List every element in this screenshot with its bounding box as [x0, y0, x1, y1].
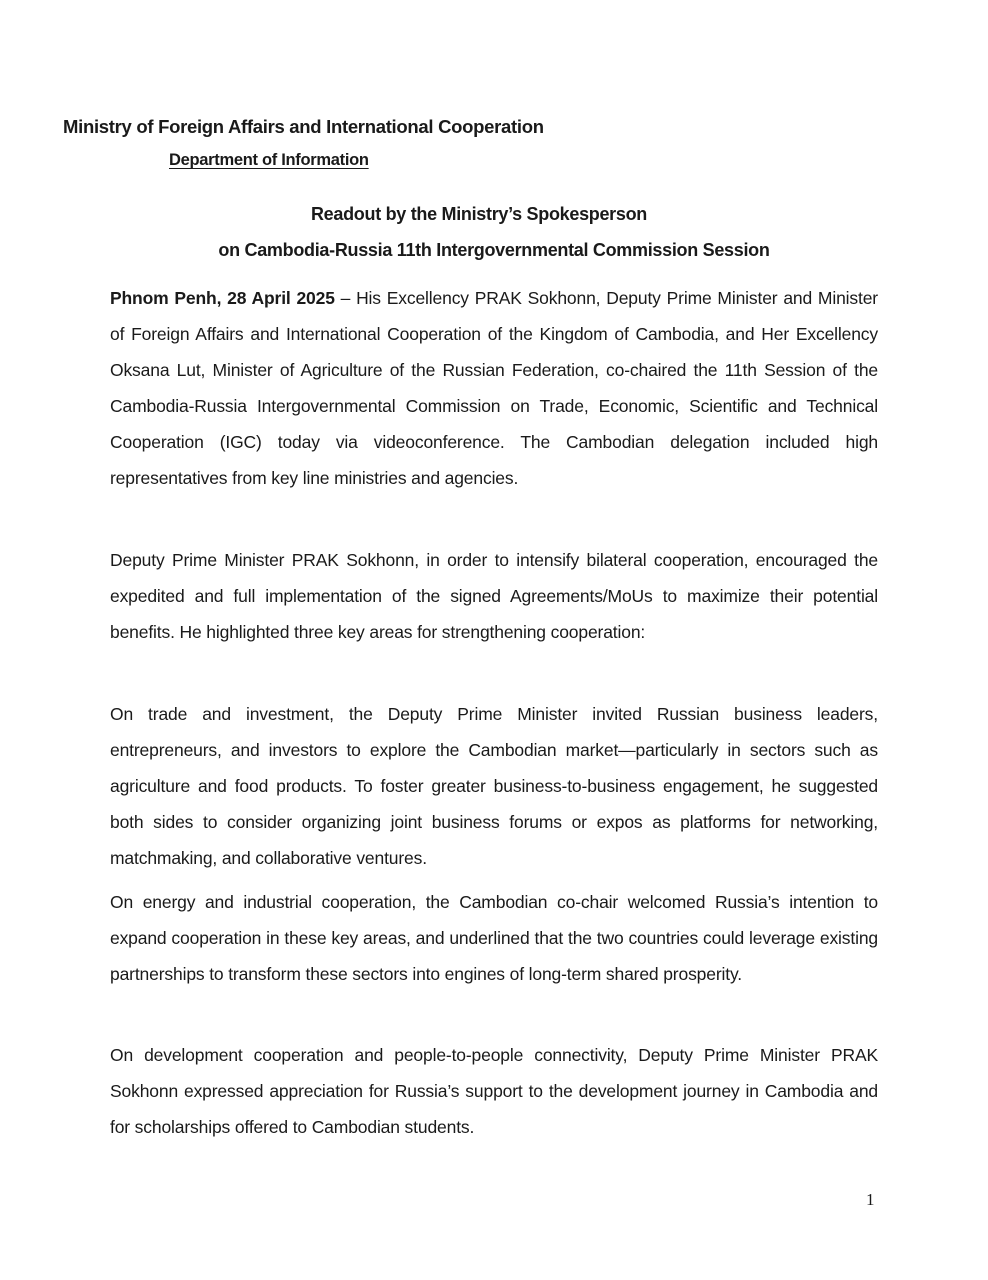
department-name: Department of Information — [169, 151, 369, 169]
paragraph-1-text: – His Excellency PRAK Sokhonn, Deputy Prime Minister and Minister of Foreign Affairs and International Cooperation of the Kingdom of Cambodia, and Her Excellency Oksana Lut, Minister of Agriculture of the Russian Federation, co-chaired the 11th Session of the Cambodia-Russia Intergovernmental Commission on Trade, Economic, Scientific and Technical Cooperation (IGC) today via videoconference. The Cambodian delegation included high representatives from key line ministries and agencies. — [110, 288, 878, 488]
readout-title-line-2: on Cambodia-Russia 11th Intergovernmental Commission Session — [218, 240, 770, 260]
page-number: 1 — [866, 1190, 875, 1209]
paragraph-4: On energy and industrial cooperation, the Cambodian co-chair welcomed Russia’s intention to expand cooperation in these key areas, and underlined that the two countries could leverage existing partnerships to transform these sectors into engines of long-term shared prosperity. — [110, 892, 878, 984]
paragraph-2: Deputy Prime Minister PRAK Sokhonn, in order to intensify bilateral cooperation, encouraged the expedited and full implementation of the signed Agreements/MoUs to maximize their potential benefits. He highlighted three key areas for strengthening cooperation: — [110, 550, 878, 642]
paragraph-1 — [110, 280, 878, 496]
paragraph-5: On development cooperation and people-to-people connectivity, Deputy Prime Minister PRAK Sokhonn expressed appreciation for Russia’s support to the development journey in Cambodia and for scholarships offered to Cambodian students. — [110, 1045, 878, 1137]
ministry-name: Ministry of Foreign Affairs and International Cooperation — [63, 116, 544, 137]
readout-title-line-1: Readout by the Ministry’s Spokesperson — [310, 204, 647, 224]
paragraph-3: On trade and investment, the Deputy Prime Minister invited Russian business leaders, entrepreneurs, and investors to explore the Cambodian market—particularly in sectors such as agriculture and food products. To foster greater business-to-business engagement, he suggested both sides to consider organizing joint business forums or expos as platforms for networking, matchmaking, and collaborative ventures. — [110, 704, 878, 868]
dateline: Phnom Penh, 28 April 2025 — [110, 288, 335, 308]
